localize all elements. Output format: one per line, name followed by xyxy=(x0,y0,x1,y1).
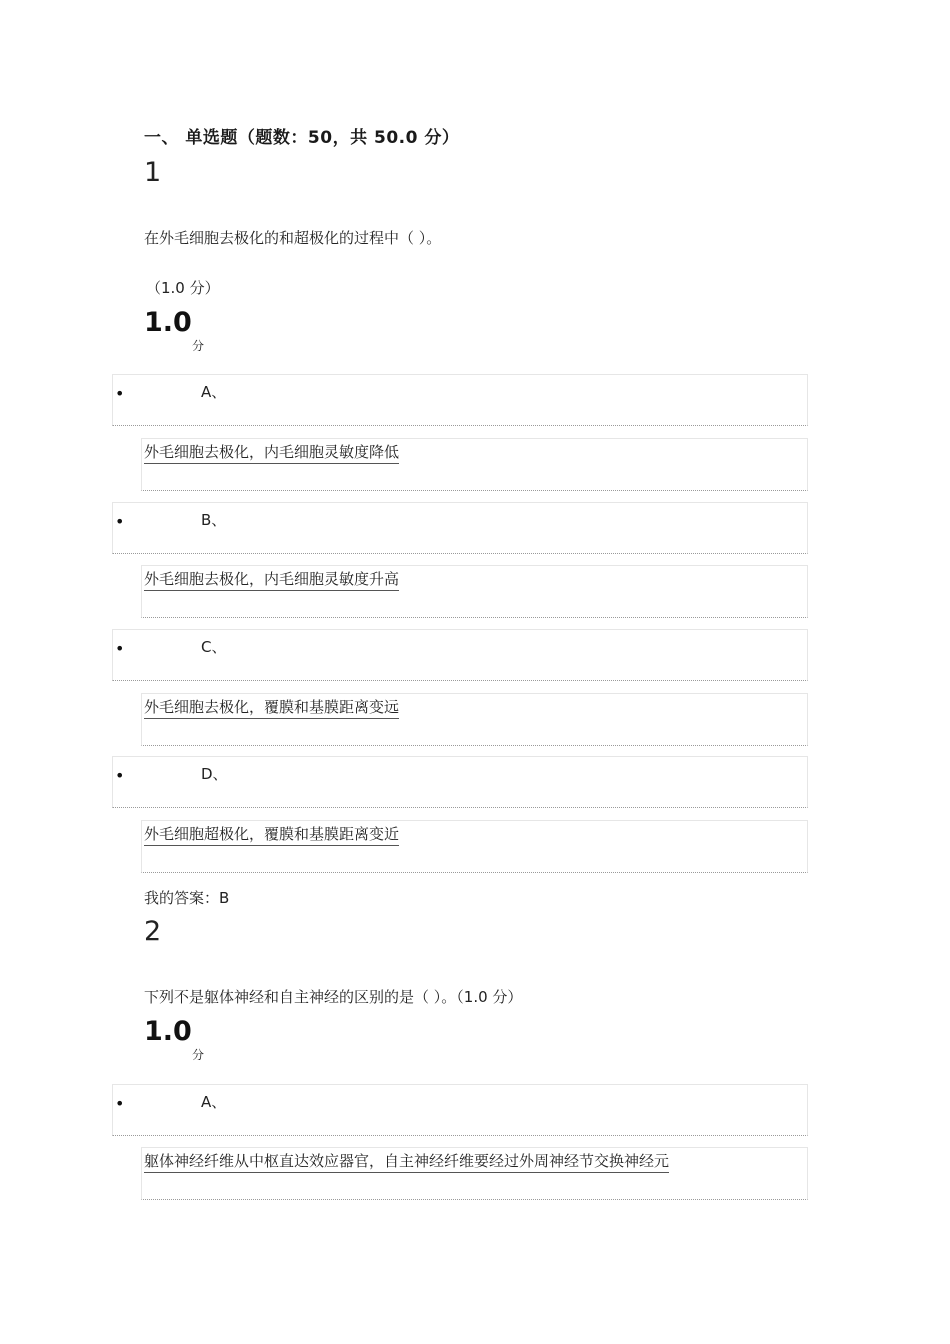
option-text-box-d xyxy=(141,820,808,873)
score-unit: 分 xyxy=(192,1048,205,1062)
option-letter: B、 xyxy=(201,511,227,529)
option-letter: A、 xyxy=(201,383,227,401)
question-number: 1 xyxy=(144,157,162,188)
option-text-box-a xyxy=(141,438,808,491)
option-text-box-a xyxy=(141,1147,808,1200)
option-text: 躯体神经纤维从中枢直达效应器官，自主神经纤维要经过外周神经节交换神经元 xyxy=(144,1150,669,1173)
my-answer: 我的答案：B xyxy=(144,889,230,907)
question-text: 在外毛细胞去极化的和超极化的过程中（ ）。 xyxy=(144,229,442,247)
question-text: 下列不是躯体神经和自主神经的区别的是（ ）。（1.0 分） xyxy=(144,988,523,1006)
bullet-icon: • xyxy=(115,512,125,531)
question-score: 1.0 xyxy=(144,307,192,338)
option-text: 外毛细胞去极化，内毛细胞灵敏度降低 xyxy=(144,441,399,464)
question-score: 1.0 xyxy=(144,1016,192,1047)
option-row-a[interactable] xyxy=(112,1084,808,1136)
option-text: 外毛细胞超极化，覆膜和基膜距离变近 xyxy=(144,823,399,846)
option-row-d[interactable] xyxy=(112,756,808,808)
option-text: 外毛细胞去极化，覆膜和基膜距离变远 xyxy=(144,696,399,719)
question-points: （1.0 分） xyxy=(146,279,220,297)
score-unit: 分 xyxy=(192,339,205,353)
bullet-icon: • xyxy=(115,639,125,658)
option-letter: D、 xyxy=(201,765,228,783)
option-row-c[interactable] xyxy=(112,629,808,681)
bullet-icon: • xyxy=(115,384,125,403)
bullet-icon: • xyxy=(115,766,125,785)
option-letter: C、 xyxy=(201,638,227,656)
option-text-box-c xyxy=(141,693,808,746)
section-title: 一、 单选题（题数：50，共 50.0 分） xyxy=(144,128,460,148)
option-row-b[interactable] xyxy=(112,502,808,554)
option-letter: A、 xyxy=(201,1093,227,1111)
question-number: 2 xyxy=(144,916,162,947)
option-text: 外毛细胞去极化，内毛细胞灵敏度升高 xyxy=(144,568,399,591)
option-row-a[interactable] xyxy=(112,374,808,426)
option-text-box-b xyxy=(141,565,808,618)
bullet-icon: • xyxy=(115,1094,125,1113)
